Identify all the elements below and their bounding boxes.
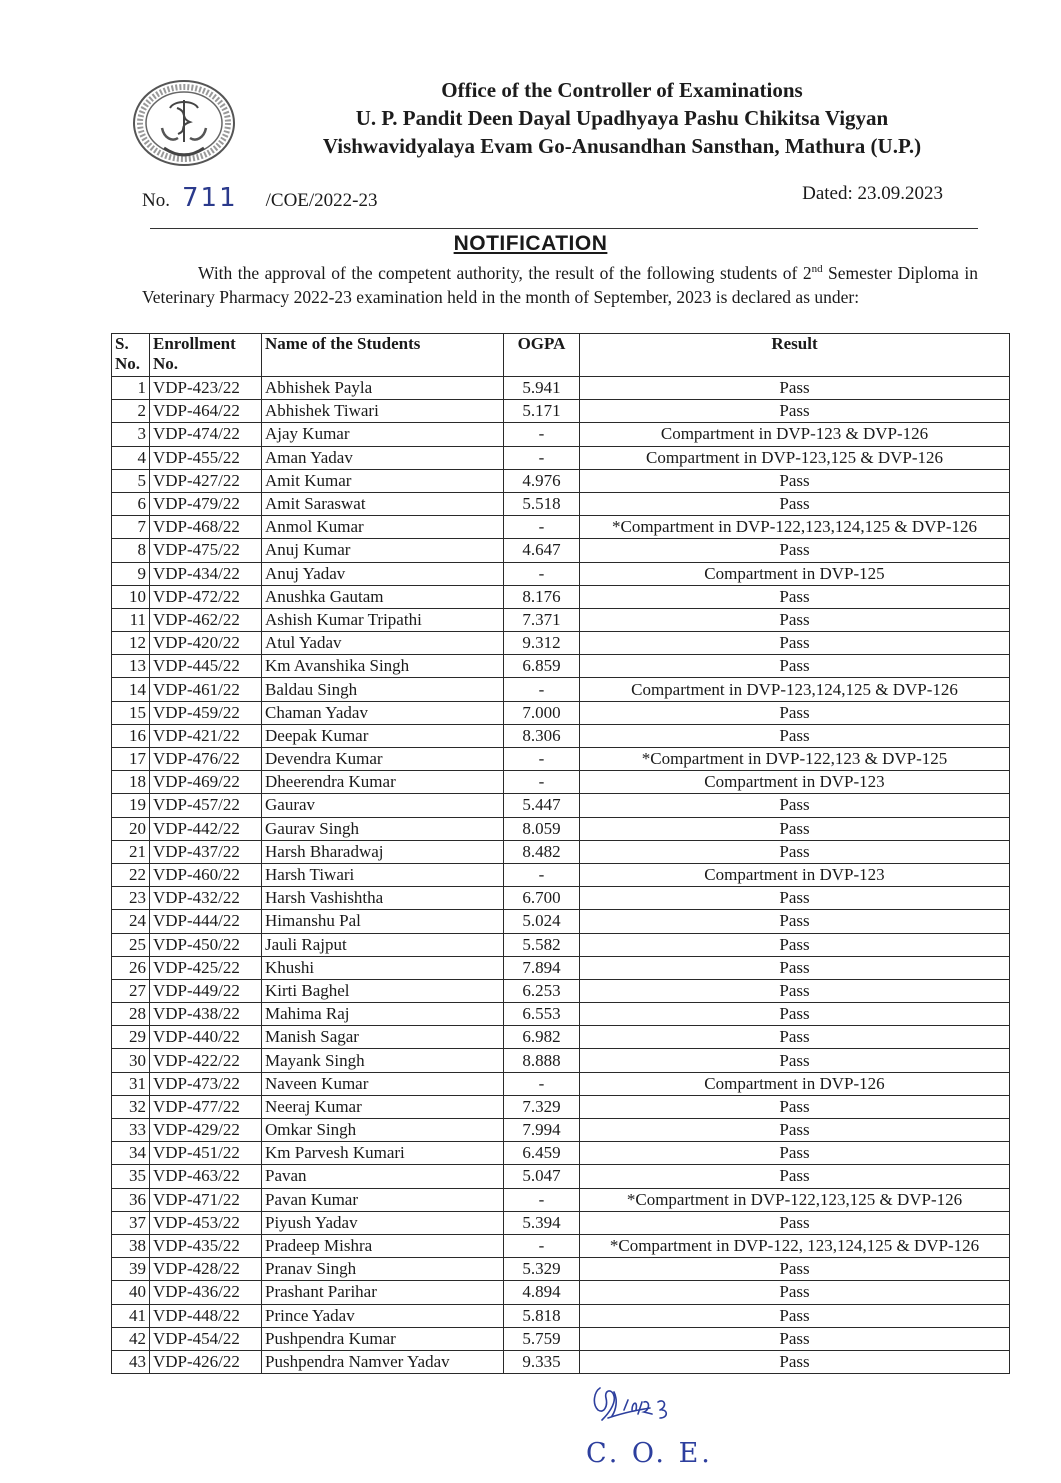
cell-result: Pass <box>580 1095 1010 1118</box>
table-row <box>112 794 1010 817</box>
cell-name: Deepak Kumar <box>262 724 504 747</box>
cell-result: Compartment in DVP-125 <box>580 562 1010 585</box>
cell-name: Amit Kumar <box>262 469 504 492</box>
cell-enrollment: VDP-471/22 <box>150 1188 262 1211</box>
university-seal-icon <box>130 78 240 168</box>
cell-name: Abhishek Tiwari <box>262 400 504 423</box>
cell-sno: 32 <box>112 1095 150 1118</box>
cell-ogpa: 7.994 <box>504 1119 580 1142</box>
cell-sno: 27 <box>112 979 150 1002</box>
header-sno: S. No. <box>112 334 150 377</box>
cell-result: Pass <box>580 1281 1010 1304</box>
header-divider <box>150 228 978 229</box>
cell-ogpa: - <box>504 423 580 446</box>
table-row <box>112 956 1010 979</box>
cell-sno: 23 <box>112 887 150 910</box>
cell-name: Dheerendra Kumar <box>262 771 504 794</box>
cell-name: Himanshu Pal <box>262 910 504 933</box>
header-enrollment: Enrollment No. <box>150 334 262 377</box>
cell-result: Compartment in DVP-123 <box>580 771 1010 794</box>
cell-sno: 8 <box>112 539 150 562</box>
cell-enrollment: VDP-423/22 <box>150 377 262 400</box>
table-row <box>112 817 1010 840</box>
table-row <box>112 771 1010 794</box>
table-row <box>112 1258 1010 1281</box>
cell-result: Pass <box>580 979 1010 1002</box>
cell-sno: 31 <box>112 1072 150 1095</box>
table-row <box>112 1327 1010 1350</box>
cell-result: Pass <box>580 1165 1010 1188</box>
cell-sno: 2 <box>112 400 150 423</box>
cell-sno: 15 <box>112 701 150 724</box>
cell-name: Mahima Raj <box>262 1003 504 1026</box>
cell-result: *Compartment in DVP-122,123 & DVP-125 <box>580 748 1010 771</box>
cell-ogpa: 5.394 <box>504 1211 580 1234</box>
cell-sno: 18 <box>112 771 150 794</box>
table-row <box>112 1281 1010 1304</box>
cell-result: Pass <box>580 1327 1010 1350</box>
table-row <box>112 469 1010 492</box>
cell-enrollment: VDP-454/22 <box>150 1327 262 1350</box>
cell-result: Pass <box>580 492 1010 515</box>
header-line-3: Vishwavidyalaya Evam Go-Anusandhan Sansthan, Mathura (U.P.) <box>322 134 922 158</box>
intro-part-1: With the approval of the competent authority, the result of the following students of 2 <box>198 263 812 283</box>
cell-enrollment: VDP-422/22 <box>150 1049 262 1072</box>
cell-enrollment: VDP-453/22 <box>150 1211 262 1234</box>
cell-name: Kirti Baghel <box>262 979 504 1002</box>
cell-ogpa: 8.306 <box>504 724 580 747</box>
cell-sno: 19 <box>112 794 150 817</box>
cell-sno: 40 <box>112 1281 150 1304</box>
table-row <box>112 1072 1010 1095</box>
cell-sno: 42 <box>112 1327 150 1350</box>
table-header-row <box>112 334 1010 377</box>
cell-ogpa: 8.059 <box>504 817 580 840</box>
cell-name: Anuj Kumar <box>262 539 504 562</box>
cell-sno: 37 <box>112 1211 150 1234</box>
table-row <box>112 1188 1010 1211</box>
cell-ogpa: 8.176 <box>504 585 580 608</box>
cell-result: Pass <box>580 817 1010 840</box>
cell-name: Gaurav Singh <box>262 817 504 840</box>
table-row <box>112 655 1010 678</box>
cell-enrollment: VDP-427/22 <box>150 469 262 492</box>
cell-name: Harsh Bharadwaj <box>262 840 504 863</box>
cell-ogpa: - <box>504 678 580 701</box>
cell-name: Naveen Kumar <box>262 1072 504 1095</box>
cell-name: Gaurav <box>262 794 504 817</box>
cell-enrollment: VDP-429/22 <box>150 1119 262 1142</box>
cell-result: Pass <box>580 608 1010 631</box>
cell-name: Anushka Gautam <box>262 585 504 608</box>
cell-result: Pass <box>580 1026 1010 1049</box>
cell-result: Compartment in DVP-123,124,125 & DVP-126 <box>580 678 1010 701</box>
table-row <box>112 1026 1010 1049</box>
cell-name: Ajay Kumar <box>262 423 504 446</box>
cell-result: Pass <box>580 910 1010 933</box>
cell-result: Compartment in DVP-123 <box>580 863 1010 886</box>
cell-ogpa: 7.329 <box>504 1095 580 1118</box>
cell-ogpa: 6.982 <box>504 1026 580 1049</box>
cell-ogpa: - <box>504 1072 580 1095</box>
table-row <box>112 516 1010 539</box>
cell-sno: 38 <box>112 1234 150 1257</box>
cell-result: Pass <box>580 1350 1010 1373</box>
cell-enrollment: VDP-477/22 <box>150 1095 262 1118</box>
cell-ogpa: 5.518 <box>504 492 580 515</box>
cell-result: Pass <box>580 377 1010 400</box>
cell-ogpa: 9.312 <box>504 632 580 655</box>
cell-ogpa: 9.335 <box>504 1350 580 1373</box>
header-line-2: U. P. Pandit Deen Dayal Upadhyaya Pashu Chikitsa Vigyan <box>355 106 889 130</box>
table-row <box>112 979 1010 1002</box>
cell-result: Pass <box>580 539 1010 562</box>
table-row <box>112 1350 1010 1373</box>
cell-sno: 17 <box>112 748 150 771</box>
cell-result: Pass <box>580 585 1010 608</box>
cell-result: Pass <box>580 1258 1010 1281</box>
table-row <box>112 887 1010 910</box>
cell-sno: 6 <box>112 492 150 515</box>
cell-result: Pass <box>580 1211 1010 1234</box>
cell-name: Prashant Parihar <box>262 1281 504 1304</box>
cell-enrollment: VDP-448/22 <box>150 1304 262 1327</box>
table-row <box>112 585 1010 608</box>
cell-sno: 22 <box>112 863 150 886</box>
cell-sno: 20 <box>112 817 150 840</box>
cell-result: Pass <box>580 1304 1010 1327</box>
cell-result: Compartment in DVP-123,125 & DVP-126 <box>580 446 1010 469</box>
reference-date: Dated: 23.09.2023 <box>802 183 943 204</box>
table-row <box>112 1003 1010 1026</box>
cell-result: *Compartment in DVP-122,123,124,125 & DVP-126 <box>580 516 1010 539</box>
table-row <box>112 400 1010 423</box>
cell-name: Harsh Vashishtha <box>262 887 504 910</box>
cell-sno: 11 <box>112 608 150 631</box>
cell-name: Pushpendra Kumar <box>262 1327 504 1350</box>
cell-name: Omkar Singh <box>262 1119 504 1142</box>
results-table <box>111 333 1010 1374</box>
intro-part-2: Semester Diploma in Veterinary Pharmacy 2022-23 examination held in the month of September, 2023 is declared as under: <box>142 263 978 307</box>
cell-enrollment: VDP-444/22 <box>150 910 262 933</box>
cell-ogpa: - <box>504 771 580 794</box>
cell-result: Pass <box>580 655 1010 678</box>
cell-enrollment: VDP-468/22 <box>150 516 262 539</box>
cell-sno: 34 <box>112 1142 150 1165</box>
header-line-1: Office of the Controller of Examinations <box>441 78 803 102</box>
cell-enrollment: VDP-472/22 <box>150 585 262 608</box>
cell-ogpa: 4.647 <box>504 539 580 562</box>
cell-name: Baldau Singh <box>262 678 504 701</box>
cell-result: Pass <box>580 1049 1010 1072</box>
cell-sno: 30 <box>112 1049 150 1072</box>
cell-ogpa: 5.024 <box>504 910 580 933</box>
cell-name: Aman Yadav <box>262 446 504 469</box>
cell-enrollment: VDP-473/22 <box>150 1072 262 1095</box>
cell-enrollment: VDP-451/22 <box>150 1142 262 1165</box>
table-row <box>112 1211 1010 1234</box>
cell-name: Anmol Kumar <box>262 516 504 539</box>
table-row <box>112 1142 1010 1165</box>
cell-ogpa: 4.976 <box>504 469 580 492</box>
table-row <box>112 1304 1010 1327</box>
cell-name: Chaman Yadav <box>262 701 504 724</box>
table-row <box>112 492 1010 515</box>
cell-enrollment: VDP-455/22 <box>150 446 262 469</box>
cell-enrollment: VDP-438/22 <box>150 1003 262 1026</box>
cell-ogpa: - <box>504 863 580 886</box>
cell-ogpa: 5.047 <box>504 1165 580 1188</box>
notification-title-wrap <box>0 232 1061 256</box>
cell-name: Abhishek Payla <box>262 377 504 400</box>
cell-ogpa: 5.941 <box>504 377 580 400</box>
cell-enrollment: VDP-461/22 <box>150 678 262 701</box>
cell-enrollment: VDP-442/22 <box>150 817 262 840</box>
cell-enrollment: VDP-457/22 <box>150 794 262 817</box>
cell-ogpa: 6.553 <box>504 1003 580 1026</box>
cell-enrollment: VDP-459/22 <box>150 701 262 724</box>
cell-result: *Compartment in DVP-122,123,125 & DVP-126 <box>580 1188 1010 1211</box>
cell-name: Km Parvesh Kumari <box>262 1142 504 1165</box>
cell-ogpa: 6.253 <box>504 979 580 1002</box>
cell-name: Jauli Rajput <box>262 933 504 956</box>
cell-name: Km Avanshika Singh <box>262 655 504 678</box>
cell-enrollment: VDP-420/22 <box>150 632 262 655</box>
cell-enrollment: VDP-469/22 <box>150 771 262 794</box>
cell-ogpa: 5.171 <box>504 400 580 423</box>
cell-sno: 26 <box>112 956 150 979</box>
cell-sno: 10 <box>112 585 150 608</box>
cell-name: Pushpendra Namver Yadav <box>262 1350 504 1373</box>
cell-sno: 7 <box>112 516 150 539</box>
table-row <box>112 1095 1010 1118</box>
cell-ogpa: 8.888 <box>504 1049 580 1072</box>
cell-result: Pass <box>580 724 1010 747</box>
cell-name: Pavan <box>262 1165 504 1188</box>
cell-ogpa: 7.000 <box>504 701 580 724</box>
cell-sno: 41 <box>112 1304 150 1327</box>
cell-ogpa: 4.894 <box>504 1281 580 1304</box>
cell-enrollment: VDP-435/22 <box>150 1234 262 1257</box>
cell-ogpa: - <box>504 1188 580 1211</box>
reference-no-label: No. <box>142 190 170 211</box>
cell-enrollment: VDP-474/22 <box>150 423 262 446</box>
cell-enrollment: VDP-463/22 <box>150 1165 262 1188</box>
cell-ogpa: - <box>504 1234 580 1257</box>
cell-ogpa: - <box>504 748 580 771</box>
cell-enrollment: VDP-432/22 <box>150 887 262 910</box>
cell-name: Piyush Yadav <box>262 1211 504 1234</box>
cell-ogpa: 6.459 <box>504 1142 580 1165</box>
table-row <box>112 562 1010 585</box>
cell-enrollment: VDP-436/22 <box>150 1281 262 1304</box>
cell-name: Pavan Kumar <box>262 1188 504 1211</box>
cell-name: Anuj Yadav <box>262 562 504 585</box>
handwritten-signature-icon <box>578 1380 718 1475</box>
cell-result: Pass <box>580 469 1010 492</box>
cell-enrollment: VDP-426/22 <box>150 1350 262 1373</box>
cell-sno: 1 <box>112 377 150 400</box>
cell-enrollment: VDP-434/22 <box>150 562 262 585</box>
cell-ogpa: 5.447 <box>504 794 580 817</box>
cell-name: Neeraj Kumar <box>262 1095 504 1118</box>
cell-enrollment: VDP-421/22 <box>150 724 262 747</box>
cell-ogpa: 7.894 <box>504 956 580 979</box>
cell-result: Compartment in DVP-123 & DVP-126 <box>580 423 1010 446</box>
cell-sno: 13 <box>112 655 150 678</box>
cell-ogpa: - <box>504 446 580 469</box>
table-row <box>112 1049 1010 1072</box>
cell-sno: 43 <box>112 1350 150 1373</box>
cell-name: Pranav Singh <box>262 1258 504 1281</box>
table-row <box>112 608 1010 631</box>
cell-result: Compartment in DVP-126 <box>580 1072 1010 1095</box>
cell-result: Pass <box>580 1003 1010 1026</box>
cell-sno: 24 <box>112 910 150 933</box>
table-row <box>112 1165 1010 1188</box>
cell-enrollment: VDP-462/22 <box>150 608 262 631</box>
cell-sno: 36 <box>112 1188 150 1211</box>
cell-enrollment: VDP-440/22 <box>150 1026 262 1049</box>
table-row <box>112 446 1010 469</box>
cell-enrollment: VDP-425/22 <box>150 956 262 979</box>
table-row <box>112 840 1010 863</box>
cell-sno: 9 <box>112 562 150 585</box>
cell-sno: 29 <box>112 1026 150 1049</box>
cell-result: Pass <box>580 956 1010 979</box>
cell-enrollment: VDP-476/22 <box>150 748 262 771</box>
cell-result: Pass <box>580 794 1010 817</box>
cell-enrollment: VDP-449/22 <box>150 979 262 1002</box>
table-row <box>112 748 1010 771</box>
table-row <box>112 1119 1010 1142</box>
cell-name: Mayank Singh <box>262 1049 504 1072</box>
signature-text: C. O. E. <box>586 1438 713 1469</box>
cell-ogpa: 6.700 <box>504 887 580 910</box>
cell-sno: 4 <box>112 446 150 469</box>
cell-enrollment: VDP-450/22 <box>150 933 262 956</box>
cell-result: Pass <box>580 840 1010 863</box>
cell-enrollment: VDP-479/22 <box>150 492 262 515</box>
cell-enrollment: VDP-445/22 <box>150 655 262 678</box>
cell-sno: 33 <box>112 1119 150 1142</box>
cell-result: Pass <box>580 1142 1010 1165</box>
cell-name: Harsh Tiwari <box>262 863 504 886</box>
table-row <box>112 724 1010 747</box>
cell-name: Manish Sagar <box>262 1026 504 1049</box>
cell-result: Pass <box>580 933 1010 956</box>
cell-sno: 12 <box>112 632 150 655</box>
cell-sno: 3 <box>112 423 150 446</box>
intro-superscript: nd <box>811 263 823 276</box>
table-row <box>112 423 1010 446</box>
table-row <box>112 701 1010 724</box>
table-row <box>112 933 1010 956</box>
cell-ogpa: 5.582 <box>504 933 580 956</box>
reference-code: /COE/2022-23 <box>265 190 378 211</box>
table-row <box>112 863 1010 886</box>
cell-sno: 5 <box>112 469 150 492</box>
cell-ogpa: - <box>504 562 580 585</box>
cell-ogpa: 5.818 <box>504 1304 580 1327</box>
cell-sno: 39 <box>112 1258 150 1281</box>
reference-no-value: 711 <box>181 183 238 213</box>
cell-enrollment: VDP-437/22 <box>150 840 262 863</box>
notification-title: NOTIFICATION <box>453 232 608 255</box>
cell-name: Atul Yadav <box>262 632 504 655</box>
header-name: Name of the Students <box>262 334 504 377</box>
cell-enrollment: VDP-475/22 <box>150 539 262 562</box>
cell-name: Devendra Kumar <box>262 748 504 771</box>
cell-ogpa: 7.371 <box>504 608 580 631</box>
table-row <box>112 539 1010 562</box>
cell-name: Ashish Kumar Tripathi <box>262 608 504 631</box>
table-row <box>112 910 1010 933</box>
cell-result: Pass <box>580 701 1010 724</box>
table-row <box>112 632 1010 655</box>
header-ogpa: OGPA <box>504 334 580 377</box>
cell-result: Pass <box>580 632 1010 655</box>
cell-ogpa: - <box>504 516 580 539</box>
cell-enrollment: VDP-428/22 <box>150 1258 262 1281</box>
cell-result: Pass <box>580 400 1010 423</box>
cell-sno: 25 <box>112 933 150 956</box>
results-table-body <box>112 377 1010 1374</box>
cell-enrollment: VDP-460/22 <box>150 863 262 886</box>
cell-sno: 21 <box>112 840 150 863</box>
cell-sno: 16 <box>112 724 150 747</box>
header-result: Result <box>580 334 1010 377</box>
cell-ogpa: 5.759 <box>504 1327 580 1350</box>
cell-result: Pass <box>580 887 1010 910</box>
cell-ogpa: 8.482 <box>504 840 580 863</box>
cell-result: Pass <box>580 1119 1010 1142</box>
cell-name: Amit Saraswat <box>262 492 504 515</box>
intro-paragraph <box>142 262 978 309</box>
cell-sno: 28 <box>112 1003 150 1026</box>
office-header <box>262 76 982 160</box>
table-row <box>112 377 1010 400</box>
reference-number <box>142 183 378 213</box>
cell-sno: 14 <box>112 678 150 701</box>
cell-name: Khushi <box>262 956 504 979</box>
cell-enrollment: VDP-464/22 <box>150 400 262 423</box>
table-row <box>112 1234 1010 1257</box>
table-row <box>112 678 1010 701</box>
cell-name: Prince Yadav <box>262 1304 504 1327</box>
cell-result: *Compartment in DVP-122, 123,124,125 & DVP-126 <box>580 1234 1010 1257</box>
cell-ogpa: 6.859 <box>504 655 580 678</box>
cell-ogpa: 5.329 <box>504 1258 580 1281</box>
cell-name: Pradeep Mishra <box>262 1234 504 1257</box>
cell-sno: 35 <box>112 1165 150 1188</box>
